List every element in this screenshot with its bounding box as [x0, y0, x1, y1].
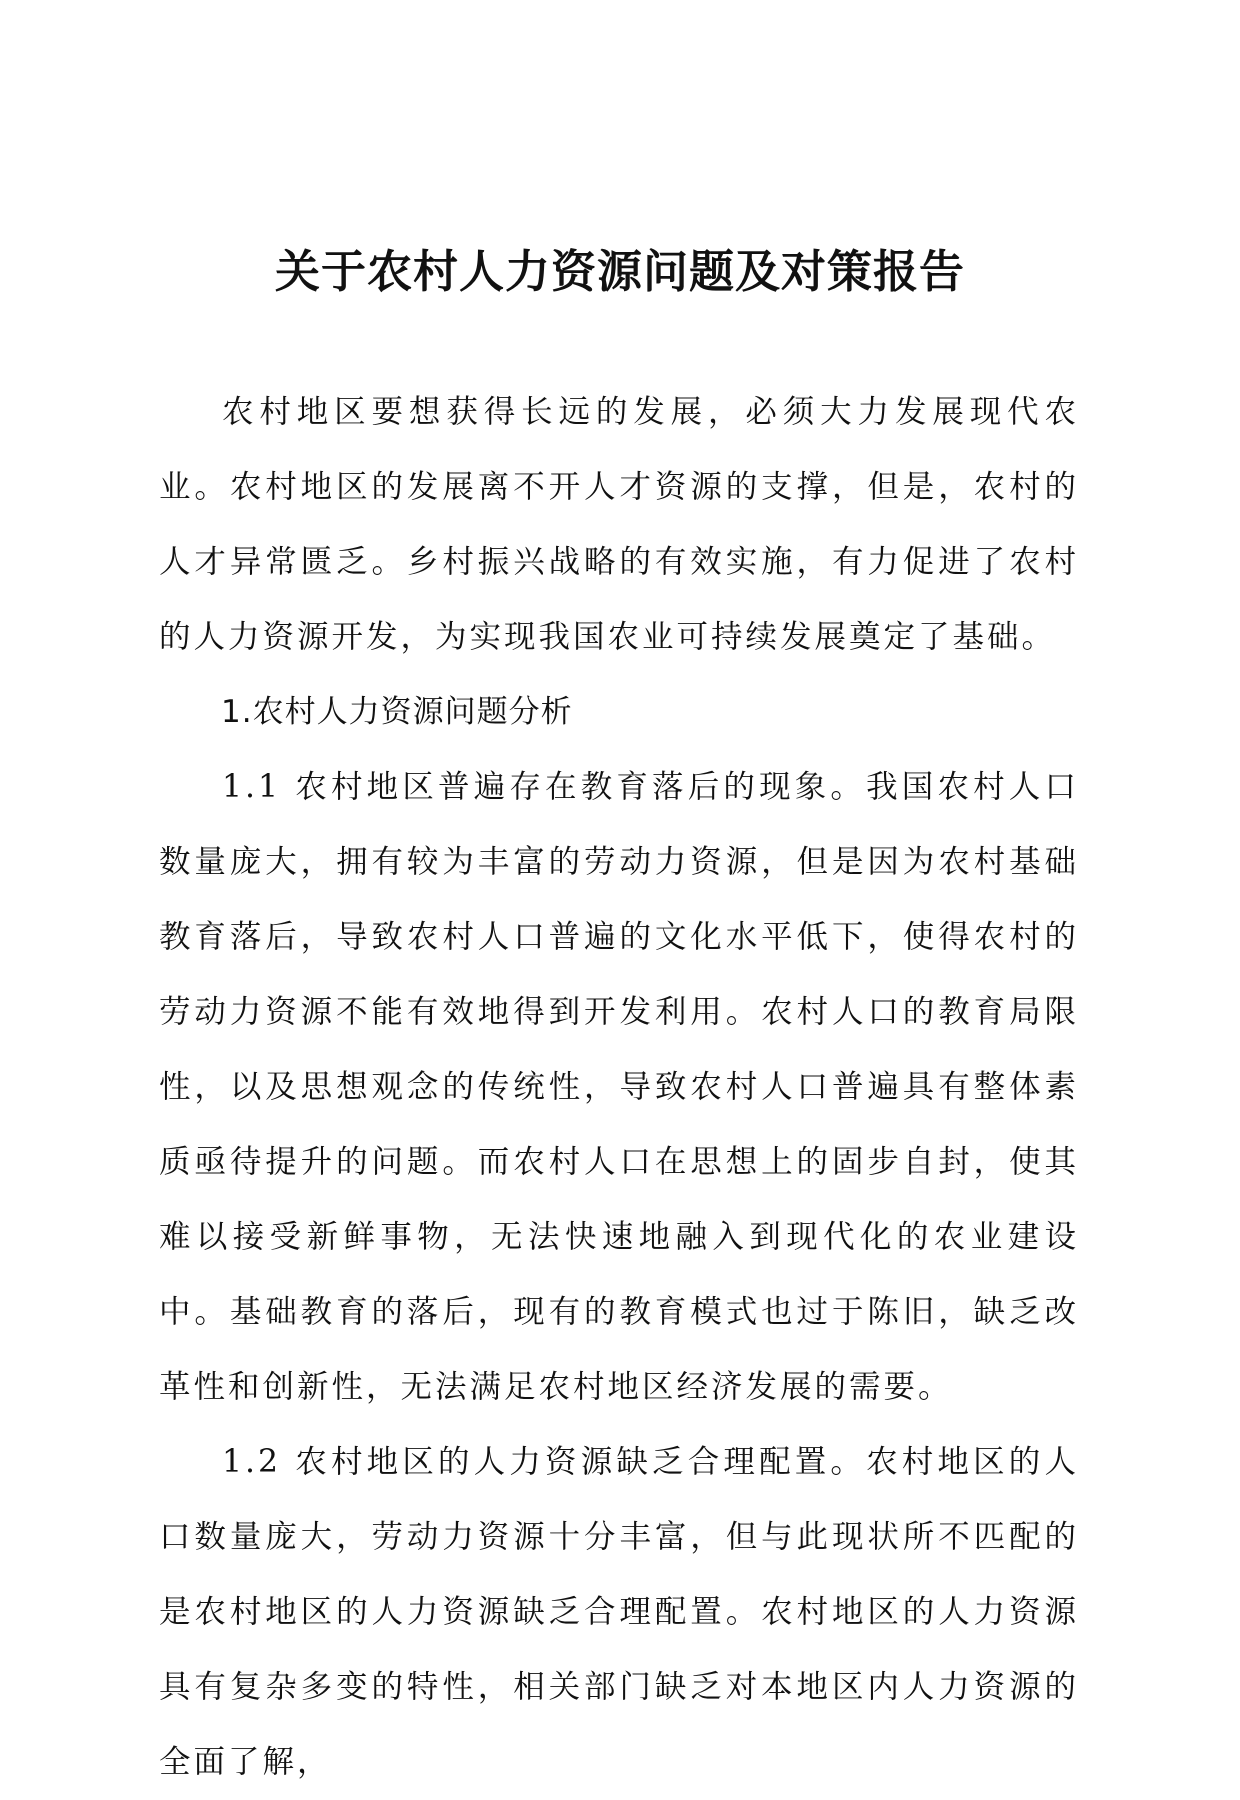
section-heading: 1.农村人力资源问题分析 [221, 694, 573, 730]
paragraph-1-1: 1.1 农村地区普遍存在教育落后的现象。我国农村人口数量庞大，拥有较为丰富的劳动力资源，但是因为农村基础教育落后，导致农村人口普遍的文化水平低下，使得农村的劳动力资源不能有效地得到开发利用。农村人口的教育局限性，以及思想观念的传统性，导致农村人口普遍具有整体素质亟待提升的问题。而农村人口在思想上的固步自封，使其难以接受新鲜事物，无法快速地融入到现代化的农业建设中。基础教育的落后，现有的教育模式也过于陈旧，缺乏改革性和创新性，无法满足农村地区经济发展的需要。 [159, 769, 1079, 1405]
intro-paragraph: 农村地区要想获得长远的发展，必须大力发展现代农业。农村地区的发展离不开人才资源的支撑，但是，农村的人才异常匮乏。乡村振兴战略的有效实施，有力促进了农村的人力资源开发，为实现我国农业可持续发展奠定了基础。 [159, 394, 1079, 655]
document-title: 关于农村人力资源问题及对策报告 [274, 245, 965, 298]
document-body [159, 375, 1079, 1800]
paragraph-1-2: 1.2 农村地区的人力资源缺乏合理配置。农村地区的人口数量庞大，劳动力资源十分丰富，但与此现状所不匹配的是农村地区的人力资源缺乏合理配置。农村地区的人力资源具有复杂多变的特性，相关部门缺乏对本地区内人力资源的全面了解， [159, 1444, 1079, 1780]
